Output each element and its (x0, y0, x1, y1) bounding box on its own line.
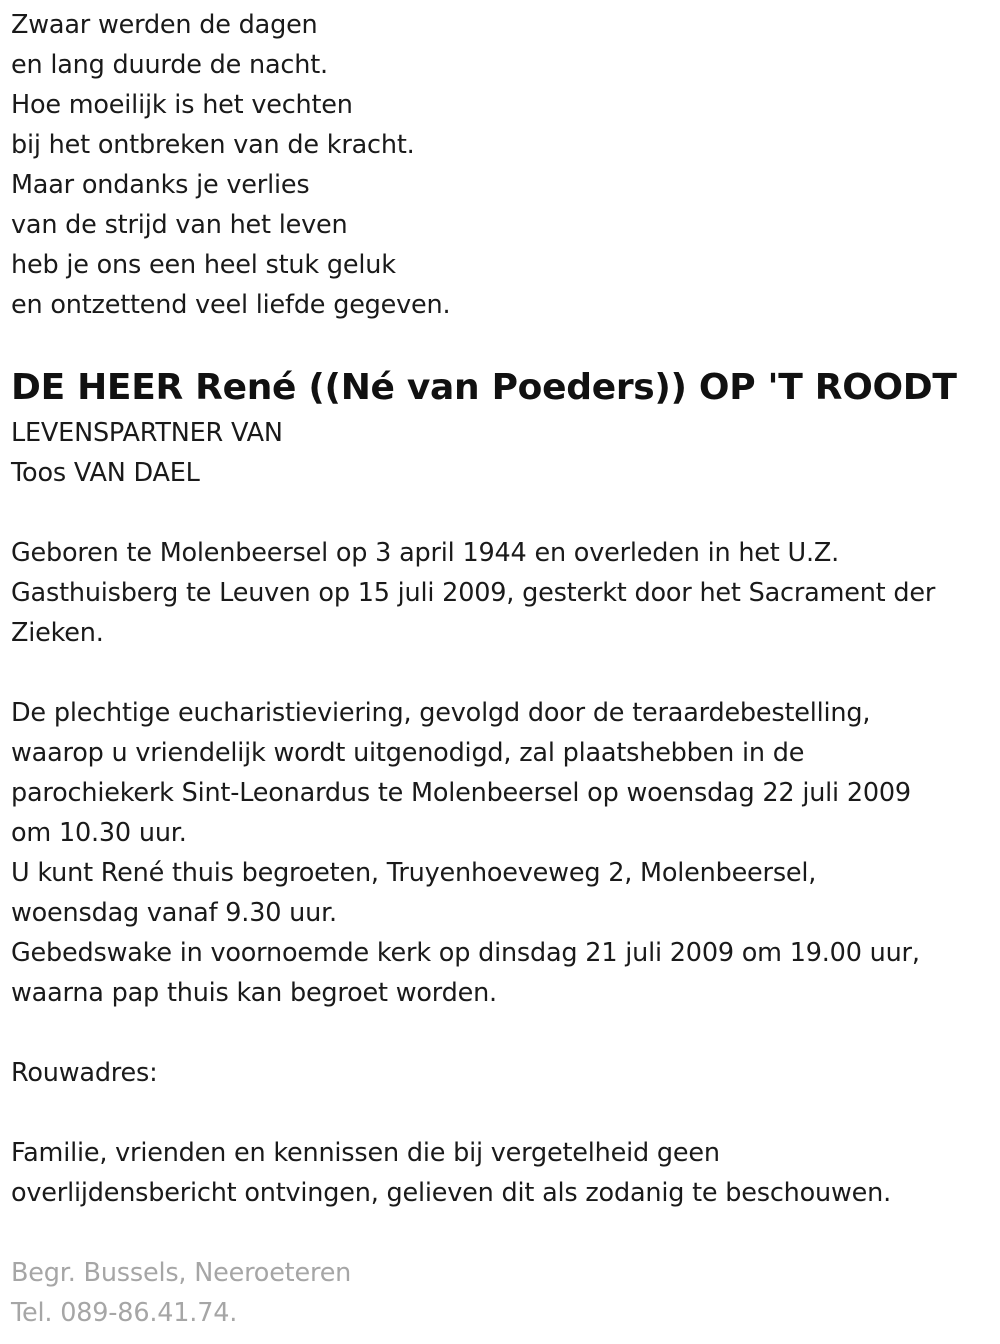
text-line: parochiekerk Sint-Leonardus te Molenbeersel op woensdag 22 juli 2009 (11, 778, 911, 808)
text-line: waarna pap thuis kan begroet worden. (11, 978, 497, 1008)
poem-line: Zwaar werden de dagen (11, 10, 318, 40)
text-line: overlijdensbericht ontvingen, gelieven dit als zodanig te beschouwen. (11, 1178, 892, 1208)
spacer (11, 653, 996, 693)
poem-line: en ontzettend veel liefde gegeven. (11, 290, 451, 320)
text-line: Geboren te Molenbeersel op 3 april 1944 en overleden in het U.Z. (11, 538, 840, 568)
relation-label: LEVENSPARTNER VAN (11, 418, 283, 448)
poem-line: heb je ons een heel stuk geluk (11, 250, 396, 280)
spacer (11, 1093, 996, 1133)
funeral-home-phone: Tel. 089-86.41.74. (11, 1298, 238, 1328)
poem-line: en lang duurde de nacht. (11, 50, 328, 80)
text-line: Zieken. (11, 618, 104, 648)
text-line: om 10.30 uur. (11, 818, 187, 848)
text-line: waarop u vriendelijk wordt uitgenodigd, zal plaatshebben in de (11, 738, 805, 768)
poem-line: van de strijd van het leven (11, 210, 348, 240)
ceremony-paragraph (11, 693, 996, 1013)
poem-line: Maar ondanks je verlies (11, 170, 310, 200)
spacer (11, 325, 996, 363)
spacer (11, 1213, 996, 1253)
text-line: Gebedswake in voornoemde kerk op dinsdag 21 juli 2009 om 19.00 uur, (11, 938, 920, 968)
text-line: Familie, vrienden en kennissen die bij vergetelheid geen (11, 1138, 720, 1168)
obituary-notice (11, 5, 996, 1333)
funeral-home-name: Begr. Bussels, Neeroeteren (11, 1258, 352, 1288)
poem-line: bij het ontbreken van de kracht. (11, 130, 415, 160)
birth-death-paragraph (11, 533, 996, 653)
poem (11, 5, 996, 325)
text-line: De plechtige eucharistieviering, gevolgd door de teraardebestelling, (11, 698, 871, 728)
funeral-home (11, 1253, 996, 1333)
spacer (11, 1013, 996, 1053)
partner-name: Toos VAN DAEL (11, 458, 200, 488)
address-label: Rouwadres: (11, 1058, 158, 1088)
text-line: woensdag vanaf 9.30 uur. (11, 898, 337, 928)
notice-paragraph (11, 1133, 996, 1213)
spacer (11, 493, 996, 533)
text-line: U kunt René thuis begroeten, Truyenhoeveweg 2, Molenbeersel, (11, 858, 817, 888)
deceased-name: DE HEER René ((Né van Poeders)) OP 'T ROODT (11, 367, 957, 408)
poem-line: Hoe moeilijk is het vechten (11, 90, 353, 120)
text-line: Gasthuisberg te Leuven op 15 juli 2009, gesterkt door het Sacrament der (11, 578, 936, 608)
